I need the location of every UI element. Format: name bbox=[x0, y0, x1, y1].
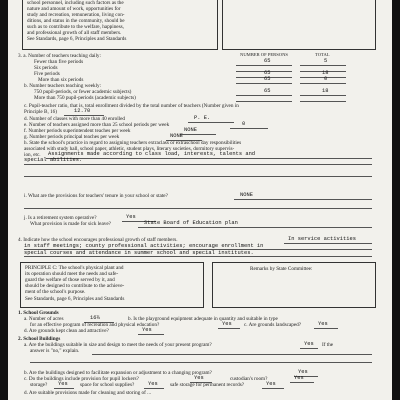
s3-b-row-1-number-line bbox=[236, 95, 292, 96]
s2-c-value-2: Yes bbox=[58, 381, 68, 387]
remarks-title: Remarks by State Committee: bbox=[250, 266, 313, 272]
s3-j-label: j. Is a retirement system operative? bbox=[24, 215, 97, 221]
s2-c-value: Yes bbox=[194, 375, 204, 381]
s2-c-rest-2-value: Yes bbox=[148, 381, 158, 387]
s3-a-row-1-number: 65 bbox=[264, 58, 271, 64]
s1-c-label: c. Are grounds landscaped? bbox=[244, 322, 302, 328]
s2-d-label: d. Are suitable provisions made for cleaning and storing of ... bbox=[24, 390, 152, 396]
s4-value-3: special courses and attendance in summer school and special institutes. bbox=[24, 250, 254, 256]
s3-a-row-4-number-line bbox=[236, 83, 292, 84]
s1-b-value: Yes bbox=[222, 321, 232, 327]
s1-b-label-2: for an effective program of recreation and physical education? bbox=[30, 322, 160, 328]
s3-d-label: d. Number of classes with more than 40 enrolled bbox=[24, 116, 125, 122]
s2-a-line-3 bbox=[30, 362, 372, 363]
s4-label: 4. Indicate how the school encourages professional growth of staff members. bbox=[18, 237, 178, 243]
s3-h-label: h. State the school's practice in regard to assigning teachers extraclass or extraschool day responsibilities bbox=[24, 140, 242, 146]
s4-value-2: in staff meetings; county professional activities; encourage enrollment in bbox=[24, 243, 264, 249]
s4-value: In service activities bbox=[288, 236, 356, 242]
s3-a-label: 3. a. Number of teachers teaching daily: bbox=[18, 53, 101, 59]
s2-c-rest-2-line bbox=[144, 388, 164, 389]
s3-h-value-2: special abilities. bbox=[24, 157, 83, 163]
principle-b-line-1: school personnel, including such factors as the bbox=[27, 0, 124, 6]
s3-e-value: 0 bbox=[242, 121, 246, 127]
header-total: TOTAL bbox=[315, 52, 330, 57]
s3-j-sub-line bbox=[138, 227, 372, 228]
principle-b-line-4: ditions, and status in the community, should be bbox=[27, 18, 125, 24]
s3-a-row-4-total: 0 bbox=[324, 76, 328, 82]
s3-f-label: f. Number periods superintendent teaches per week bbox=[24, 128, 131, 134]
s3-a-row-4-number: 65 bbox=[264, 76, 271, 82]
s3-a-row-3-total-line bbox=[300, 77, 346, 78]
s3-a-row-2-label: Six periods bbox=[34, 65, 58, 71]
s1-b-label: b. Is the playground equipment adequate in quantity and suitable in type bbox=[128, 316, 278, 322]
s2-b-value: Yes bbox=[298, 369, 308, 375]
s2-c-label: c. Do the buildings include provision for pupil lockers? bbox=[24, 376, 139, 382]
s1-a-label: a. Number of acres bbox=[24, 316, 64, 322]
s2-c-rest-2: space for school supplies? bbox=[80, 382, 135, 388]
s1-d-label: d. Are grounds kept clean and attractive? bbox=[24, 328, 109, 334]
s1-c-value: Yes bbox=[318, 321, 328, 327]
s3-h-value: Assignments made according to class load, interests, talents and bbox=[48, 151, 256, 157]
s2-a-line bbox=[300, 348, 318, 349]
s2-a-label-2: If the bbox=[322, 342, 334, 348]
s2-c-rest-3: safe storage for permanent records? bbox=[170, 382, 245, 388]
s4-line-3 bbox=[24, 256, 372, 257]
principle-c-line-2: its operation should meet the needs and safe- bbox=[25, 271, 119, 277]
s3-b-label: b. Number teachers teaching weekly: bbox=[24, 83, 102, 89]
remarks-box-top bbox=[222, 0, 376, 50]
s3-a-row-4-label: More than six periods bbox=[38, 77, 84, 83]
s2-c-line-2 bbox=[54, 388, 74, 389]
s1-a-value: 16¼ bbox=[90, 315, 100, 321]
s2-c-label-2: storage? bbox=[30, 382, 48, 388]
principle-c-line-4: should be designed to contribute to the achieve- bbox=[25, 283, 125, 289]
s3-b-row-1-total-line bbox=[300, 95, 346, 96]
s3-e-line bbox=[230, 128, 268, 129]
s3-a-row-4-total-line bbox=[300, 83, 346, 84]
principle-c-line-6: See Standards, page 6, Principles and Standards bbox=[25, 296, 125, 302]
s2-a-line-2 bbox=[92, 354, 372, 355]
s3-h-label-2: associated with study hall, school paper, athletic, student plays, literary societies, dormitory supervis- bbox=[24, 146, 235, 152]
principle-c-line-3: guard the welfare of those served by it, and bbox=[25, 277, 115, 283]
s2-a-label-3: answer is "no," explain. bbox=[30, 348, 80, 354]
s2-title: 2. School Buildings bbox=[18, 336, 61, 342]
s3-b-row-1-total: 18 bbox=[322, 88, 329, 94]
header-number-of-persons: NUMBER OF PERSONS bbox=[240, 52, 288, 57]
s1-d-line bbox=[138, 334, 164, 335]
s3-d-value: P. E. bbox=[194, 115, 211, 121]
s3-a-row-1-label: Fewer than five periods bbox=[34, 59, 84, 65]
principle-b-line-6: and professional growth of all staff members. bbox=[27, 30, 122, 36]
s3-i-line bbox=[234, 199, 372, 200]
s1-b-line bbox=[218, 328, 240, 329]
s3-h-label-3: ion, etc. bbox=[24, 152, 41, 158]
s2-c-rest-3-line bbox=[262, 388, 284, 389]
s3-j-sub-label: What provision is made for sick leave? bbox=[30, 221, 111, 227]
s3-a-row-3-label: Five periods bbox=[34, 71, 60, 77]
principle-c-line-5: ment of the school's purpose. bbox=[25, 289, 86, 295]
s3-i-label: i. What are the provisions for teachers' tenure in your school or state? bbox=[24, 193, 168, 199]
s3-g-label: g. Number periods principal teaches per week bbox=[24, 134, 120, 140]
s2-c-rest-line bbox=[290, 382, 314, 383]
s3-a-row-3-number: 65 bbox=[264, 70, 271, 76]
s3-i-value: NONE bbox=[240, 192, 253, 198]
s3-c-label: c. Pupil-teacher ratio, that is, total enrollment divided by the total number of teachers (Number given in bbox=[24, 103, 239, 109]
s3-j-value: Yes bbox=[126, 214, 136, 220]
s3-b-row-2-total-line bbox=[300, 101, 346, 102]
s2-c-rest-3-value: Yes bbox=[266, 381, 276, 387]
s2-c-rest: custodian's room? bbox=[230, 376, 268, 382]
s1-d-value: Yes bbox=[142, 327, 152, 333]
s3-c-label-2: Principle B, 16) bbox=[24, 109, 57, 115]
s3-f-value: NONE bbox=[184, 127, 197, 133]
s3-d-line bbox=[188, 122, 234, 123]
s3-i-line-2 bbox=[24, 208, 372, 209]
s3-h-line-1 bbox=[46, 158, 372, 159]
principle-b-line-7: See Standards, page 6, Principles and Standards bbox=[27, 36, 127, 42]
s3-f-line bbox=[180, 134, 216, 135]
s2-a-label: a. Are the buildings suitable in size and design to meet the needs of your present program? bbox=[24, 342, 212, 348]
s3-c-value: 12.70 bbox=[74, 108, 91, 114]
s3-h-line-2 bbox=[24, 164, 372, 165]
s3-g-value: NONE bbox=[170, 133, 183, 139]
s1-title: 1. School Grounds bbox=[18, 310, 59, 316]
principle-b-line-5: such as to contribute to the welfare, happiness, bbox=[27, 24, 124, 30]
s3-a-row-1-total: 5 bbox=[324, 58, 328, 64]
s3-h-line-3 bbox=[24, 176, 372, 177]
s3-a-row-1-number-line bbox=[236, 65, 292, 66]
s3-b-row-2-label: More than 750 pupil-periods (academic subjects) bbox=[34, 95, 136, 101]
s2-a-value: Yes bbox=[304, 341, 314, 347]
principle-b-line-2: nature and amount of work, opportunities for bbox=[27, 6, 121, 12]
s4-line-1 bbox=[284, 243, 372, 244]
s2-b-label: b. Are the buildings designed to facilitate expansion or adjustment to a changing program? bbox=[24, 370, 212, 376]
principle-b-line-3: study and recreation, remuneration, living con- bbox=[27, 12, 125, 18]
s3-j-sub-value: State Board of Education plan bbox=[144, 220, 238, 226]
s1-c-line bbox=[314, 328, 338, 329]
s3-b-row-2-number-line bbox=[236, 101, 292, 102]
s3-a-row-1-total-line bbox=[300, 65, 346, 66]
s3-a-row-3-total: 18 bbox=[322, 70, 329, 76]
principle-c-line-1: PRINCIPLE C: The school's physical plant and bbox=[25, 265, 124, 271]
s2-c-rest-value: Yes bbox=[294, 375, 304, 381]
s3-e-label: e. Number of teachers assigned more than 25 school periods per week bbox=[24, 122, 170, 128]
document-page bbox=[8, 0, 392, 400]
s3-b-row-1-label: 750 pupil-periods, or fewer academic subjects) bbox=[34, 89, 132, 95]
s3-b-row-1-number: 65 bbox=[264, 88, 271, 94]
